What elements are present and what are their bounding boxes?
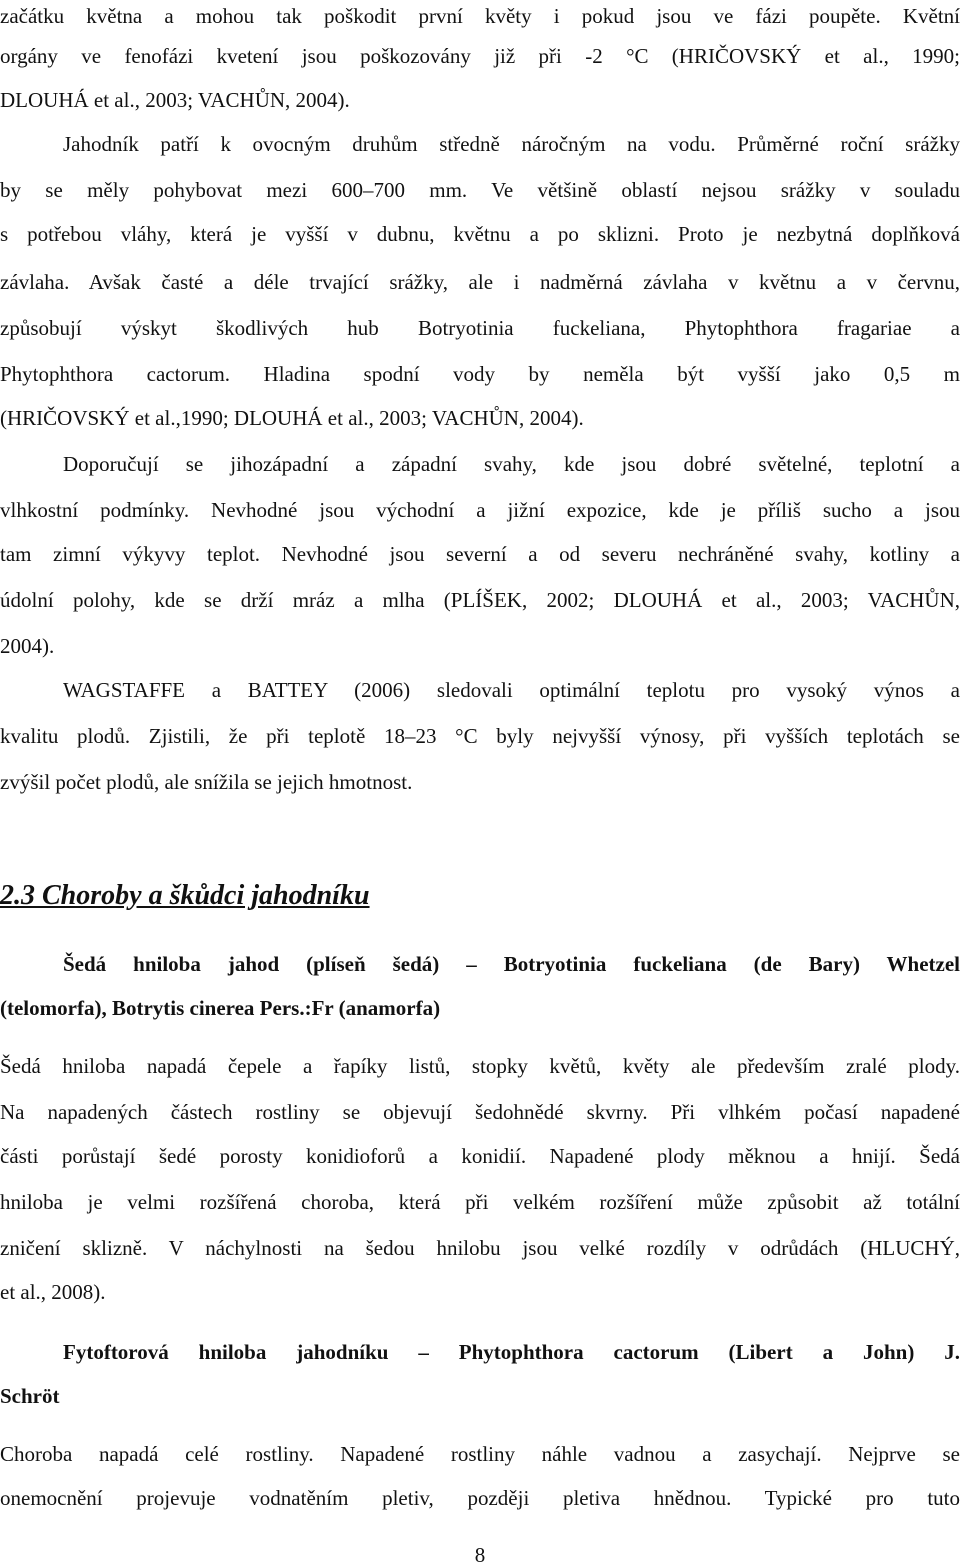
- para2-line-3: s potřebou vláhy, která je vyšší v dubnu, květnu a po sklizni. Proto je nezbytná doplňková: [0, 222, 960, 246]
- para2-line-4: závlaha. Avšak časté a déle trvající srážky, ale i nadměrná závlaha v květnu a v červnu,: [0, 270, 960, 294]
- para5-line-2: Na napadených částech rostliny se objevují šedohnědé skvrny. Při vlhkém počasí napadené: [0, 1100, 960, 1124]
- para2-line-1: Jahodník patří k ovocným druhům středně náročným na vodu. Průměrné roční srážky: [63, 132, 960, 156]
- para2-line-6: Phytophthora cactorum. Hladina spodní vody by neměla být vyšší jako 0,5 m: [0, 362, 960, 386]
- para5-line-4: hniloba je velmi rozšířená choroba, která při velkém rozšíření může způsobit až totální: [0, 1190, 960, 1214]
- para4-line-1: WAGSTAFFE a BATTEY (2006) sledovali optimální teplotu pro vysoký výnos a: [63, 678, 960, 702]
- para4-line-3: zvýšil počet plodů, ale snížila se jejich hmotnost.: [0, 770, 413, 794]
- para1-line-2: orgány ve fenofázi kvetení jsou poškozovány již při -2 °C (HRIČOVSKÝ et al., 1990;: [0, 44, 960, 68]
- para5-line-5: zničení sklizně. V náchylnosti na šedou hnilobu jsou velké rozdíly v odrůdách (HLUCHÝ,: [0, 1236, 960, 1260]
- para6-line-2: onemocnění projevuje vodnatěním pletiv, později pletiva hnědnou. Typické pro tuto: [0, 1486, 960, 1510]
- para5-line-6: et al., 2008).: [0, 1280, 106, 1304]
- subsection2-heading-line-2: Schröt: [0, 1384, 60, 1408]
- section-heading: 2.3 Choroby a škůdci jahodníku: [0, 880, 370, 911]
- para6-line-1: Choroba napadá celé rostliny. Napadené rostliny náhle vadnou a zasychají. Nejprve se: [0, 1442, 960, 1466]
- para3-line-1: Doporučují se jihozápadní a západní svahy, kde jsou dobré světelné, teplotní a: [63, 452, 960, 476]
- para4-line-2: kvalitu plodů. Zjistili, že při teplotě 18–23 °C byly nejvyšší výnosy, při vyšších teplotách se: [0, 724, 960, 748]
- para3-line-5: 2004).: [0, 634, 55, 658]
- subsection2-heading-line-1: Fytoftorová hniloba jahodníku – Phytophthora cactorum (Libert a John) J.: [63, 1340, 960, 1364]
- para3-line-2: vlhkostní podmínky. Nevhodné jsou východní a jižní expozice, kde je příliš sucho a jsou: [0, 498, 960, 522]
- page-number: 8: [474, 1543, 486, 1567]
- para3-line-3: tam zimní výkyvy teplot. Nevhodné jsou severní a od severu nechráněné svahy, kotliny a: [0, 542, 960, 566]
- subsection1-heading-line-2: (telomorfa), Botrytis cinerea Pers.:Fr (anamorfa): [0, 996, 441, 1020]
- para2-line-5: způsobují výskyt škodlivých hub Botryotinia fuckeliana, Phytophthora fragariae a: [0, 316, 960, 340]
- subsection1-heading-line-1: Šedá hniloba jahod (plíseň šedá) – Botryotinia fuckeliana (de Bary) Whetzel: [63, 952, 960, 976]
- para1-line-1: začátku května a mohou tak poškodit první květy i pokud jsou ve fázi poupěte. Květní: [0, 4, 960, 28]
- para5-line-1: Šedá hniloba napadá čepele a řapíky listů, stopky květů, květy ale především zralé plody.: [0, 1054, 960, 1078]
- para2-line-7: (HRIČOVSKÝ et al.,1990; DLOUHÁ et al., 2003; VACHŮN, 2004).: [0, 406, 584, 430]
- para5-line-3: části porůstají šedé porosty konidioforů a konidií. Napadené plody měknou a hnijí. Šedá: [0, 1144, 960, 1168]
- para2-line-2: by se měly pohybovat mezi 600–700 mm. Ve většině oblastí nejsou srážky v souladu: [0, 178, 960, 202]
- para3-line-4: údolní polohy, kde se drží mráz a mlha (PLÍŠEK, 2002; DLOUHÁ et al., 2003; VACHŮN,: [0, 588, 960, 612]
- para1-line-3: DLOUHÁ et al., 2003; VACHŮN, 2004).: [0, 88, 350, 112]
